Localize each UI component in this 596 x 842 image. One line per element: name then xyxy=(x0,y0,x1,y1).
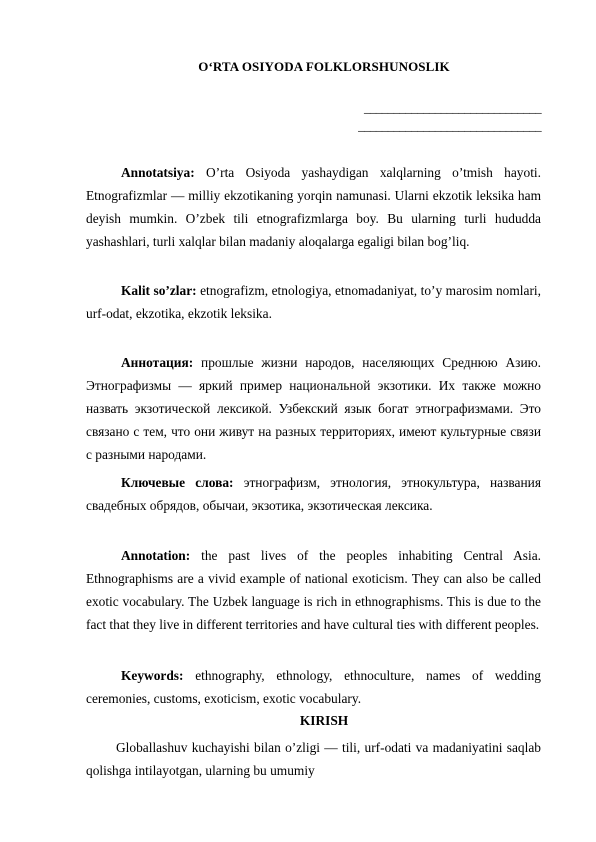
uz-abstract-label: Annotatsiya: xyxy=(121,165,195,180)
ru-abstract-text: прошлые жизни народов, населяющих Среднюю Азию. Этнографизмы — яркий пример национальной экзотики. Их также можно назвать экзотической лексикой. Узбекский язык богат этнографизмами. Это связано с тем, что они живут на разных территориях, имеют культурные связи с разными народами. xyxy=(86,355,541,462)
en-keywords xyxy=(86,664,541,710)
document-title: O‘RTA OSIYODA FOLKLORSHUNOSLIK xyxy=(198,59,450,74)
intro-paragraph: Globallashuv kuchayishi bilan o’zligi — tili, urf-odati va madaniyatini saqlab qolishga intilayotgan, ularning bu umumiy xyxy=(86,740,541,778)
uz-keywords xyxy=(86,279,541,325)
uz-keywords-text: etnografizm, etnologiya, etnomadaniyat, to’y marosim nomlari, urf-odat, ekzotika, ekzotik leksika. xyxy=(86,283,541,321)
author-line-2: _______________________________ xyxy=(358,118,541,133)
ru-keywords-text: этнографизм, этнология, этнокультура, названия свадебных обрядов, обычаи, экзотика, экзотическая лексика. xyxy=(86,475,541,513)
en-abstract xyxy=(86,544,541,636)
ru-abstract-label: Аннотация: xyxy=(121,355,194,370)
en-keywords-text: ethnography, ethnology, ethnoculture, names of wedding ceremonies, customs, exoticism, exotic vocabulary. xyxy=(86,668,541,706)
ru-keywords-label: Ключевые слова: xyxy=(121,475,234,490)
uz-abstract-text: O’rta Osiyoda yashaydigan xalqlarning o’tmish hayoti. Etnografizmlar — milliy ekzotikaning yorqin namunasi. Ularni ekzotik leksika ham deyish mumkin. O’zbek tili etnografizmlarga boy. Bu ularning turli hududda yashashlari, turli xalqlar bilan madaniy aloqalarga egaligi bilan bog’liq. xyxy=(86,165,541,249)
ru-keywords xyxy=(86,471,541,517)
en-abstract-label: Annotation: xyxy=(121,548,191,563)
en-keywords-label: Keywords: xyxy=(121,668,184,683)
intro-heading: KIRISH xyxy=(299,713,349,728)
ru-abstract xyxy=(86,351,541,466)
author-line-1: ______________________________ xyxy=(363,100,541,115)
uz-abstract xyxy=(86,161,541,253)
en-abstract-text: the past lives of the peoples inhabiting Central Asia. Ethnographisms are a vivid example of national exoticism. They can also be called exotic vocabulary. The Uzbek language is rich in ethnographisms. This is due to the fact that they live in different territories and have cultural ties with different peoples. xyxy=(86,548,541,632)
uz-keywords-label: Kalit so’zlar: xyxy=(121,283,197,298)
